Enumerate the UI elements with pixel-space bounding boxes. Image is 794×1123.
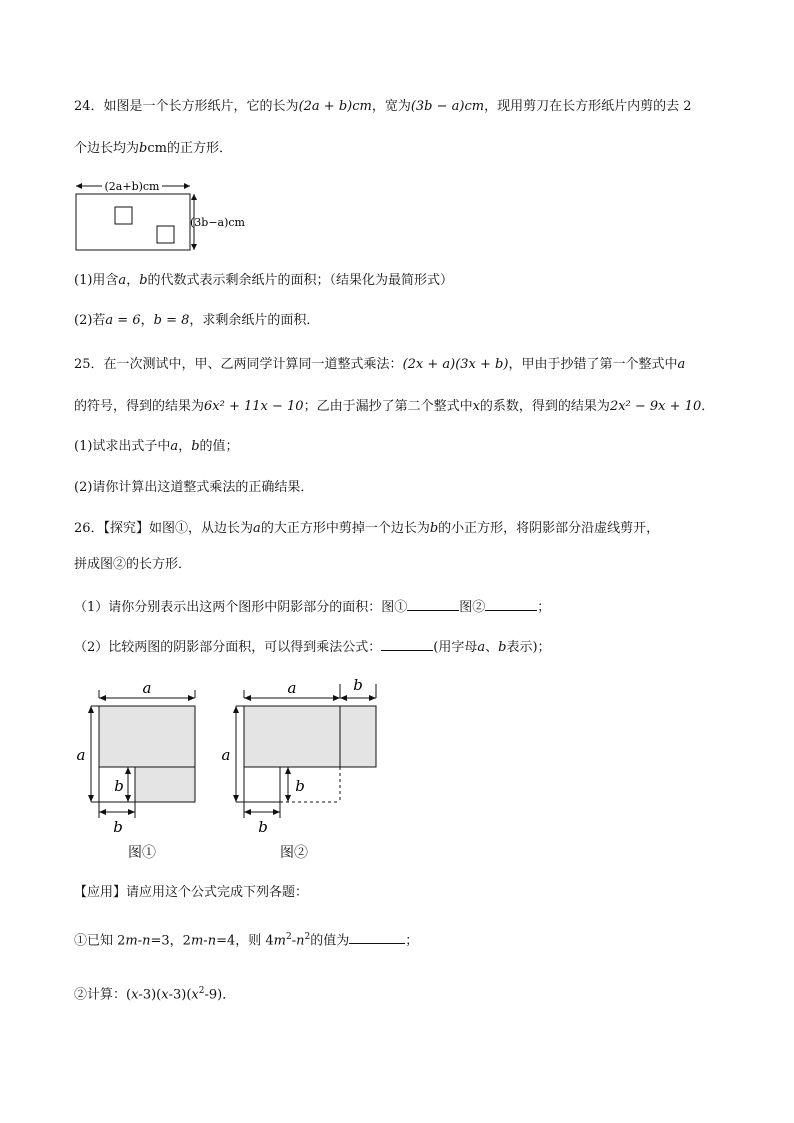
paper-rectangle — [76, 194, 190, 250]
answer-blank-fig2 — [485, 598, 537, 611]
q24-line1: 24．如图是一个长方形纸片，它的长为(2a + b)cm，宽为(3b − a)cm，现用剪刀在长方形纸片内剪的去 2 — [74, 99, 692, 114]
q25-part1: (1)试求出式子中a，b的值； — [74, 439, 239, 454]
fig1-label-b-inner: b — [114, 777, 124, 795]
q24-line2: 个边长均为bcm的正方形． — [74, 141, 232, 156]
fig2-label-a-left: a — [221, 746, 231, 764]
cut-square-2 — [157, 226, 174, 243]
fig2-shaded-moved-piece — [340, 706, 376, 767]
apply-title: 【应用】请应用这个公式完成下列各题： — [74, 885, 309, 900]
fig2-label-b-bottom: b — [258, 818, 268, 836]
fig2-label-b-top: b — [353, 676, 363, 694]
fig2-caption: 图② — [280, 845, 308, 861]
cut-square-1 — [115, 207, 132, 224]
rectangle-paper-figure — [70, 176, 260, 256]
fig1-label-b-bottom: b — [113, 818, 123, 836]
fig2-label-b-inner: b — [295, 777, 305, 795]
answer-blank-apply1 — [349, 931, 405, 944]
fig2-label-a-top: a — [287, 679, 297, 697]
figure-2-rectangle — [214, 676, 384, 836]
figure-1-square-minus-square — [72, 676, 212, 836]
width-label: (3b−a)cm — [190, 216, 245, 229]
q25-line1: 25．在一次测试中，甲、乙两同学计算同一道整式乘法：(2x + a)(3x + b)，甲由于抄错了第一个整式中a — [74, 357, 686, 372]
q25-line2: 的符号，得到的结果为6x² + 11x − 10；乙由于漏抄了第二个整式中x的系数，得到的结果为2x² − 9x + 10． — [74, 399, 715, 414]
fig1-label-a-top: a — [142, 679, 152, 697]
answer-blank-fig1 — [407, 598, 459, 611]
q26-line2: 拼成图②的长方形． — [74, 557, 192, 572]
apply-item-2: ②计算：$(x-3)(x-3)(x^2-9)$． — [74, 986, 236, 1003]
q26-part2: （2）比较两图的阴影部分面积，可以得到乘法公式： (用字母a、b表示)； — [74, 640, 551, 655]
fig1-caption: 图① — [128, 845, 156, 861]
q26-part1: （1）请你分别表示出这两个图形中阴影部分的面积：图① 图② ； — [74, 600, 551, 615]
answer-blank-formula — [381, 638, 433, 651]
length-label: (2a+b)cm — [104, 180, 160, 193]
q24-part2: (2)若a = 6，b = 8，求剩余纸片的面积． — [74, 313, 320, 328]
apply-item-1: ①已知 2m-n=3，2m-n=4，则 $4m^2-n^2$的值为 ； — [74, 932, 419, 949]
fig1-label-a-left: a — [76, 746, 86, 764]
q26-line1: 26．【探究】如图①，从边长为a的大正方形中剪掉一个边长为b的小正方形，将阴影部分沿虚线剪开， — [74, 521, 660, 536]
q25-part2: (2)请你计算出这道整式乘法的正确结果． — [74, 480, 314, 495]
fig2-shaded-main — [244, 706, 340, 767]
q24-part1: (1)用含a，b的代数式表示剩余纸片的面积；（结果化为最简形式） — [74, 273, 454, 288]
